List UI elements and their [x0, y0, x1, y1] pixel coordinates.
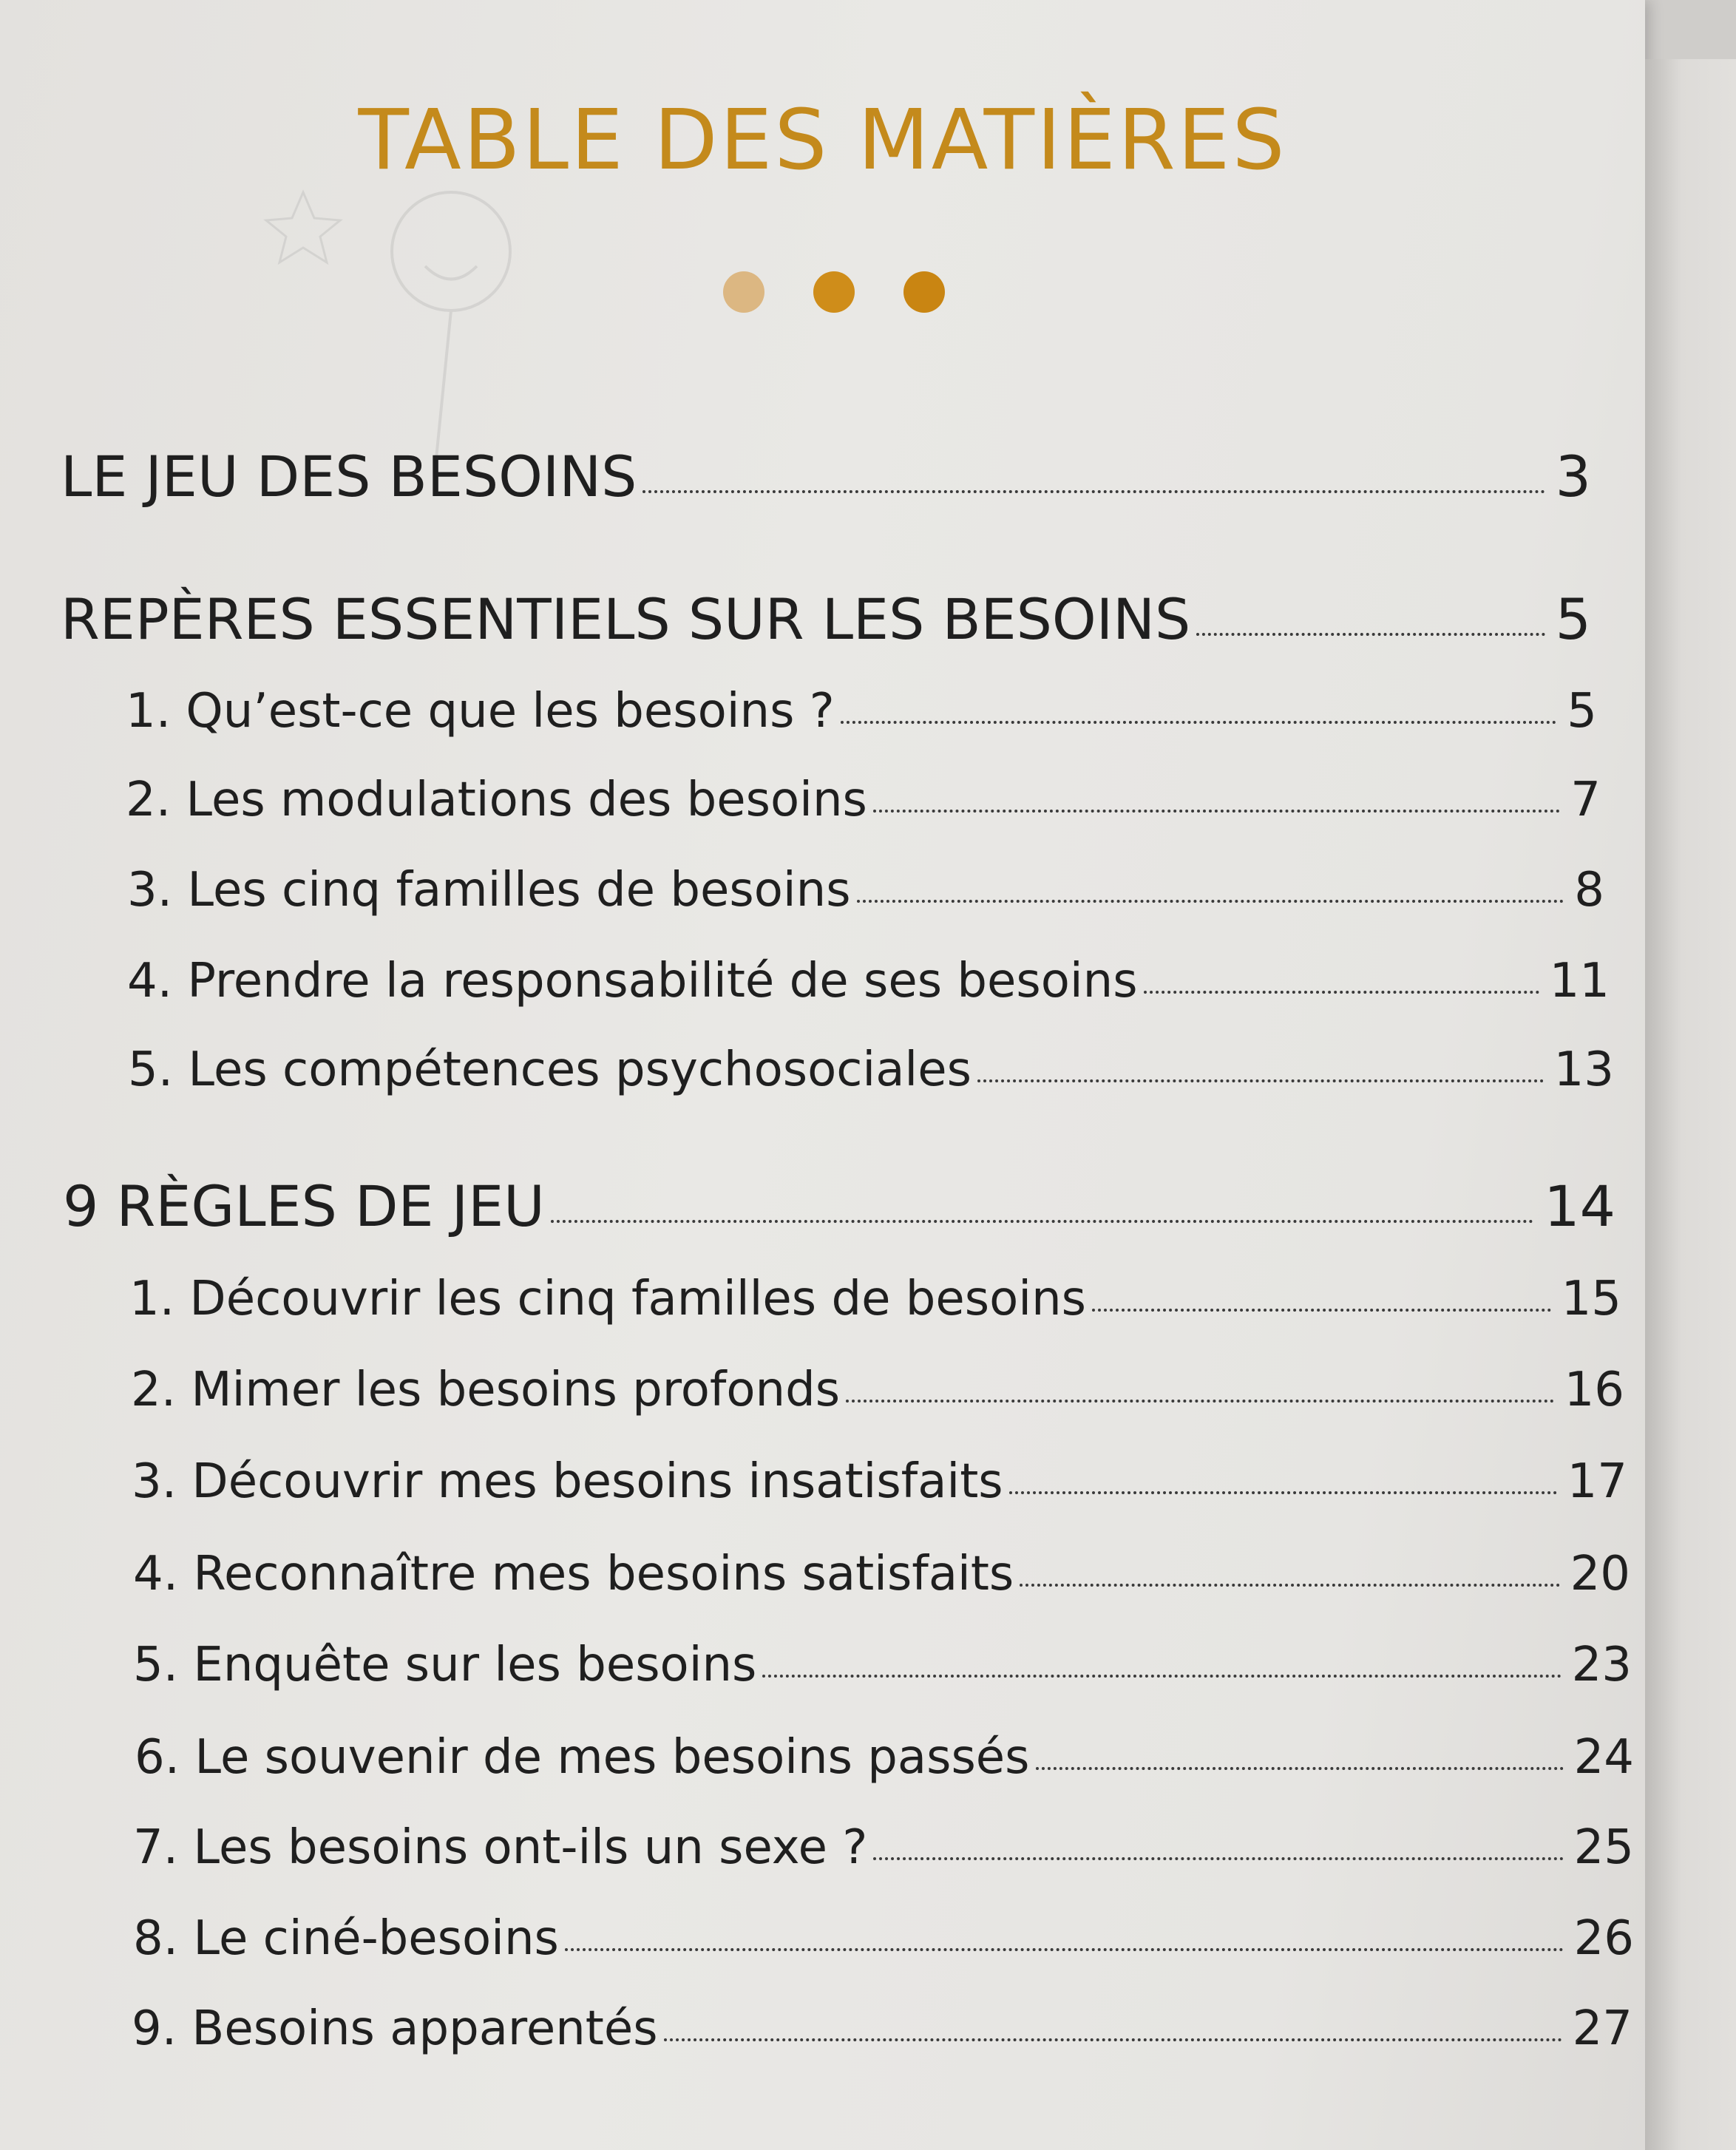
stick-figure-doodle — [259, 163, 569, 458]
toc-label: 9 RÈGLES DE JEU — [63, 1173, 545, 1239]
toc-item — [131, 1363, 1624, 1417]
dot-icon — [813, 271, 855, 313]
toc-page-number: 27 — [1572, 2001, 1632, 2056]
toc-item — [135, 1730, 1634, 1785]
dot-leader — [642, 490, 1545, 493]
toc-item — [132, 2001, 1632, 2056]
toc-page-number: 17 — [1567, 1454, 1627, 1509]
toc-label: 2. Mimer les besoins profonds — [131, 1363, 841, 1417]
toc-item — [129, 1272, 1621, 1326]
dot-leader — [1144, 991, 1539, 994]
toc-page-number: 11 — [1549, 954, 1610, 1008]
dot-icon — [903, 271, 945, 313]
toc-page-number: 25 — [1573, 1820, 1634, 1875]
toc-label: 4. Reconnaître mes besoins satisfaits — [133, 1547, 1014, 1601]
toc-page-number: 23 — [1571, 1638, 1632, 1692]
toc-page-number: 5 — [1555, 586, 1591, 652]
adjacent-page-edge — [1645, 59, 1736, 2150]
toc-label: 5. Les compétences psychosociales — [128, 1042, 972, 1097]
toc-item — [132, 1454, 1627, 1509]
toc-label: 1. Qu’est-ce que les besoins ? — [126, 684, 835, 739]
toc-item — [133, 1547, 1630, 1601]
toc-label: 3. Les cinq familles de besoins — [127, 863, 851, 918]
toc-label: LE JEU DES BESOINS — [61, 444, 637, 509]
toc-page-number: 7 — [1570, 773, 1601, 827]
dot-leader — [1020, 1584, 1559, 1587]
toc-item — [126, 684, 1597, 739]
toc-label: 7. Les besoins ont-ils un sexe ? — [133, 1820, 868, 1875]
toc-page-number: 8 — [1574, 863, 1604, 918]
toc-page-number: 16 — [1564, 1363, 1624, 1417]
dot-leader — [565, 1948, 1564, 1951]
toc-item — [127, 863, 1604, 918]
dot-leader — [1196, 633, 1545, 636]
dot-leader — [977, 1079, 1544, 1082]
toc-page-number: 24 — [1573, 1730, 1634, 1785]
toc-label: 6. Le souvenir de mes besoins passés — [135, 1730, 1030, 1785]
toc-page-number: 20 — [1570, 1547, 1630, 1601]
toc-page-number: 15 — [1561, 1272, 1621, 1326]
toc-section — [61, 444, 1591, 509]
page-title: TABLE DES MATIÈRES — [358, 92, 1287, 189]
dot-leader — [841, 721, 1557, 724]
toc-section — [63, 1173, 1615, 1239]
dot-leader — [762, 1675, 1561, 1678]
dot-leader — [551, 1220, 1534, 1223]
toc-label: 1. Découvrir les cinq familles de besoins — [129, 1272, 1086, 1326]
toc-label: 2. Les modulations des besoins — [126, 773, 867, 827]
toc-page-number: 3 — [1555, 444, 1591, 509]
toc-page-number: 26 — [1573, 1911, 1634, 1966]
dot-leader — [873, 810, 1560, 813]
dot-leader — [664, 2038, 1562, 2041]
dot-leader — [873, 1857, 1563, 1860]
toc-page-number: 14 — [1544, 1173, 1615, 1239]
toc-page-number: 13 — [1553, 1042, 1614, 1097]
toc-label: 9. Besoins apparentés — [132, 2001, 658, 2056]
toc-label: 3. Découvrir mes besoins insatisfaits — [132, 1454, 1003, 1509]
dot-leader — [846, 1400, 1554, 1403]
toc-label: 4. Prendre la responsabilité de ses besoins — [127, 954, 1138, 1008]
toc-item — [128, 1042, 1614, 1097]
dot-leader — [1092, 1309, 1551, 1312]
toc-item — [126, 773, 1601, 827]
toc-label: REPÈRES ESSENTIELS SUR LES BESOINS — [61, 586, 1191, 652]
toc-item — [133, 1820, 1634, 1875]
toc-item — [127, 954, 1610, 1008]
toc-section — [61, 586, 1591, 652]
toc-page-number: 5 — [1567, 684, 1597, 739]
toc-label: 5. Enquête sur les besoins — [133, 1638, 757, 1692]
dot-leader — [1009, 1491, 1557, 1494]
dot-icon — [723, 271, 764, 313]
toc-item — [133, 1638, 1632, 1692]
toc-item — [133, 1911, 1634, 1966]
dot-leader — [857, 900, 1564, 903]
toc-label: 8. Le ciné-besoins — [133, 1911, 559, 1966]
dot-leader — [1036, 1767, 1564, 1770]
